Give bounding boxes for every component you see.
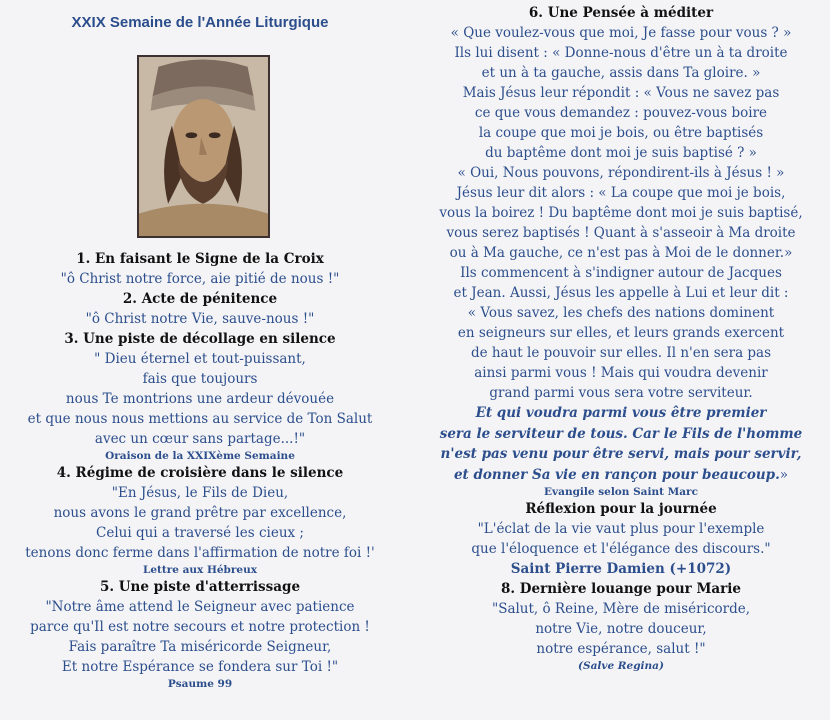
- section-6-heading: 6. Une Pensée à méditer: [528, 5, 714, 21]
- section-6-line: du baptême dont moi je suis baptisé ? »: [485, 145, 757, 161]
- section-8-source: (Salve Regina): [578, 660, 664, 673]
- section-6-line: ainsi parmi vous ! Mais qui voudra devenir: [474, 365, 768, 381]
- section-4-line: tenons donc ferme dans l'affirmation de notre foi !': [25, 545, 375, 561]
- section-6-line: la coupe que moi je bois, ou être baptisés: [478, 125, 764, 141]
- section-3-heading: 3. Une piste de décollage en silence: [64, 331, 336, 347]
- section-4-heading: 4. Régime de croisière dans le silence: [56, 465, 344, 481]
- section-8-heading: 8. Dernière louange pour Marie: [501, 581, 741, 598]
- section-8-line: "Salut, ô Reine, Mère de miséricorde,: [491, 601, 751, 618]
- section-3-line: et que nous nous mettions au service de Ton Salut: [27, 411, 373, 427]
- section-3-line: nous Te montrions une ardeur dévouée: [65, 391, 335, 407]
- section-6-line: grand parmi vous sera votre serviteur.: [489, 385, 753, 401]
- section-8-line: notre espérance, salut !": [536, 641, 706, 658]
- section-7-line: "L'éclat de la vie vaut plus pour l'exemple: [477, 521, 765, 538]
- page-title: XXIX Semaine de l'Année Liturgique: [71, 14, 329, 31]
- section-6-line: ou à Ma gauche, ce n'est pas à Moi de le donner.»: [449, 245, 793, 261]
- section-4-line: nous avons le grand prêtre par excellence,: [53, 505, 347, 521]
- section-6-line: Mais Jésus leur répondit : « Vous ne savez pas: [462, 85, 780, 101]
- section-6-line: en seigneurs sur elles, et leurs grands exercent: [457, 325, 785, 341]
- section-6-line: et un à ta gauche, assis dans Ta gloire. »: [481, 65, 761, 81]
- section-6-bold-line: Et qui voudra parmi vous être premier: [475, 405, 767, 421]
- section-5-heading: 5. Une piste d'atterrissage: [99, 579, 301, 595]
- section-5-line: Fais paraître Ta miséricorde Seigneur,: [68, 639, 332, 655]
- section-8-line: notre Vie, notre douceur,: [535, 621, 707, 638]
- section-2-text: "ô Christ notre Vie, sauve-nous !": [85, 311, 315, 327]
- section-6-source: Evangile selon Saint Marc: [544, 486, 698, 499]
- section-3-line: avec un cœur sans partage...!": [94, 431, 306, 447]
- section-7-line: que l'éloquence et l'élégance des discours.": [471, 541, 771, 558]
- section-5-line: parce qu'Il est notre secours et notre protection !: [30, 619, 370, 635]
- section-6-line: « Vous savez, les chefs des nations dominent: [467, 305, 775, 321]
- section-6-line: Ils lui disent : « Donne-nous d'être un à ta droite: [454, 45, 788, 61]
- section-6-line: vous la boirez ! Du baptême dont moi je suis baptisé,: [439, 205, 803, 221]
- section-6-bold-line: sera le serviteur de tous. Car le Fils de l'homme: [439, 425, 803, 442]
- section-5-line: "Notre âme attend le Seigneur avec patience: [45, 599, 355, 615]
- section-6-line: et Jean. Aussi, Jésus les appelle à Lui et leur dit :: [453, 285, 789, 301]
- closing-quote-mark: »: [779, 466, 789, 483]
- section-6-bold-text: et donner Sa vie en rançon pour beaucoup.: [453, 466, 780, 483]
- section-1-text: "ô Christ notre force, aie pitié de nous !": [60, 271, 340, 287]
- section-3-source: Oraison de la XXIXème Semaine: [105, 450, 295, 462]
- section-6-bold-line-last: [412, 465, 830, 486]
- section-5-source: Psaume 99: [167, 678, 233, 690]
- section-6-line: de haut le pouvoir sur elles. Il n'en sera pas: [470, 345, 772, 361]
- section-7-heading: Réflexion pour la journée: [525, 501, 717, 518]
- section-6-bold-line: n'est pas venu pour être servi, mais pour servir,: [440, 446, 802, 463]
- section-3-line: fais que toujours: [142, 371, 258, 387]
- section-6-line: « Oui, Nous pouvons, répondirent-ils à Jésus ! »: [457, 165, 785, 181]
- section-1-heading: 1. En faisant le Signe de la Croix: [76, 251, 324, 267]
- section-7-saint: Saint Pierre Damien (+1072): [510, 561, 732, 578]
- section-6-line: vous serez baptisés ! Quant à s'asseoir à Ma droite: [446, 225, 796, 241]
- section-4-source: Lettre aux Hébreux: [142, 564, 258, 576]
- section-6-line: Ils commencent à s'indigner autour de Jacques: [460, 265, 782, 281]
- section-4-line: "En Jésus, le Fils de Dieu,: [111, 485, 289, 501]
- section-4-line: Celui qui a traversé les cieux ;: [96, 525, 304, 541]
- section-5-line: Et notre Espérance se fondera sur Toi !": [61, 659, 339, 675]
- christ-portrait-image: [137, 55, 270, 238]
- section-3-line: " Dieu éternel et tout-puissant,: [94, 351, 306, 367]
- section-2-heading: 2. Acte de pénitence: [122, 291, 278, 307]
- section-6-line: ce que vous demandez : pouvez-vous boire: [474, 105, 768, 121]
- section-6-line: « Que voulez-vous que moi, Je fasse pour vous ? »: [450, 25, 792, 41]
- section-6-line: Jésus leur dit alors : « La coupe que moi je bois,: [456, 185, 786, 201]
